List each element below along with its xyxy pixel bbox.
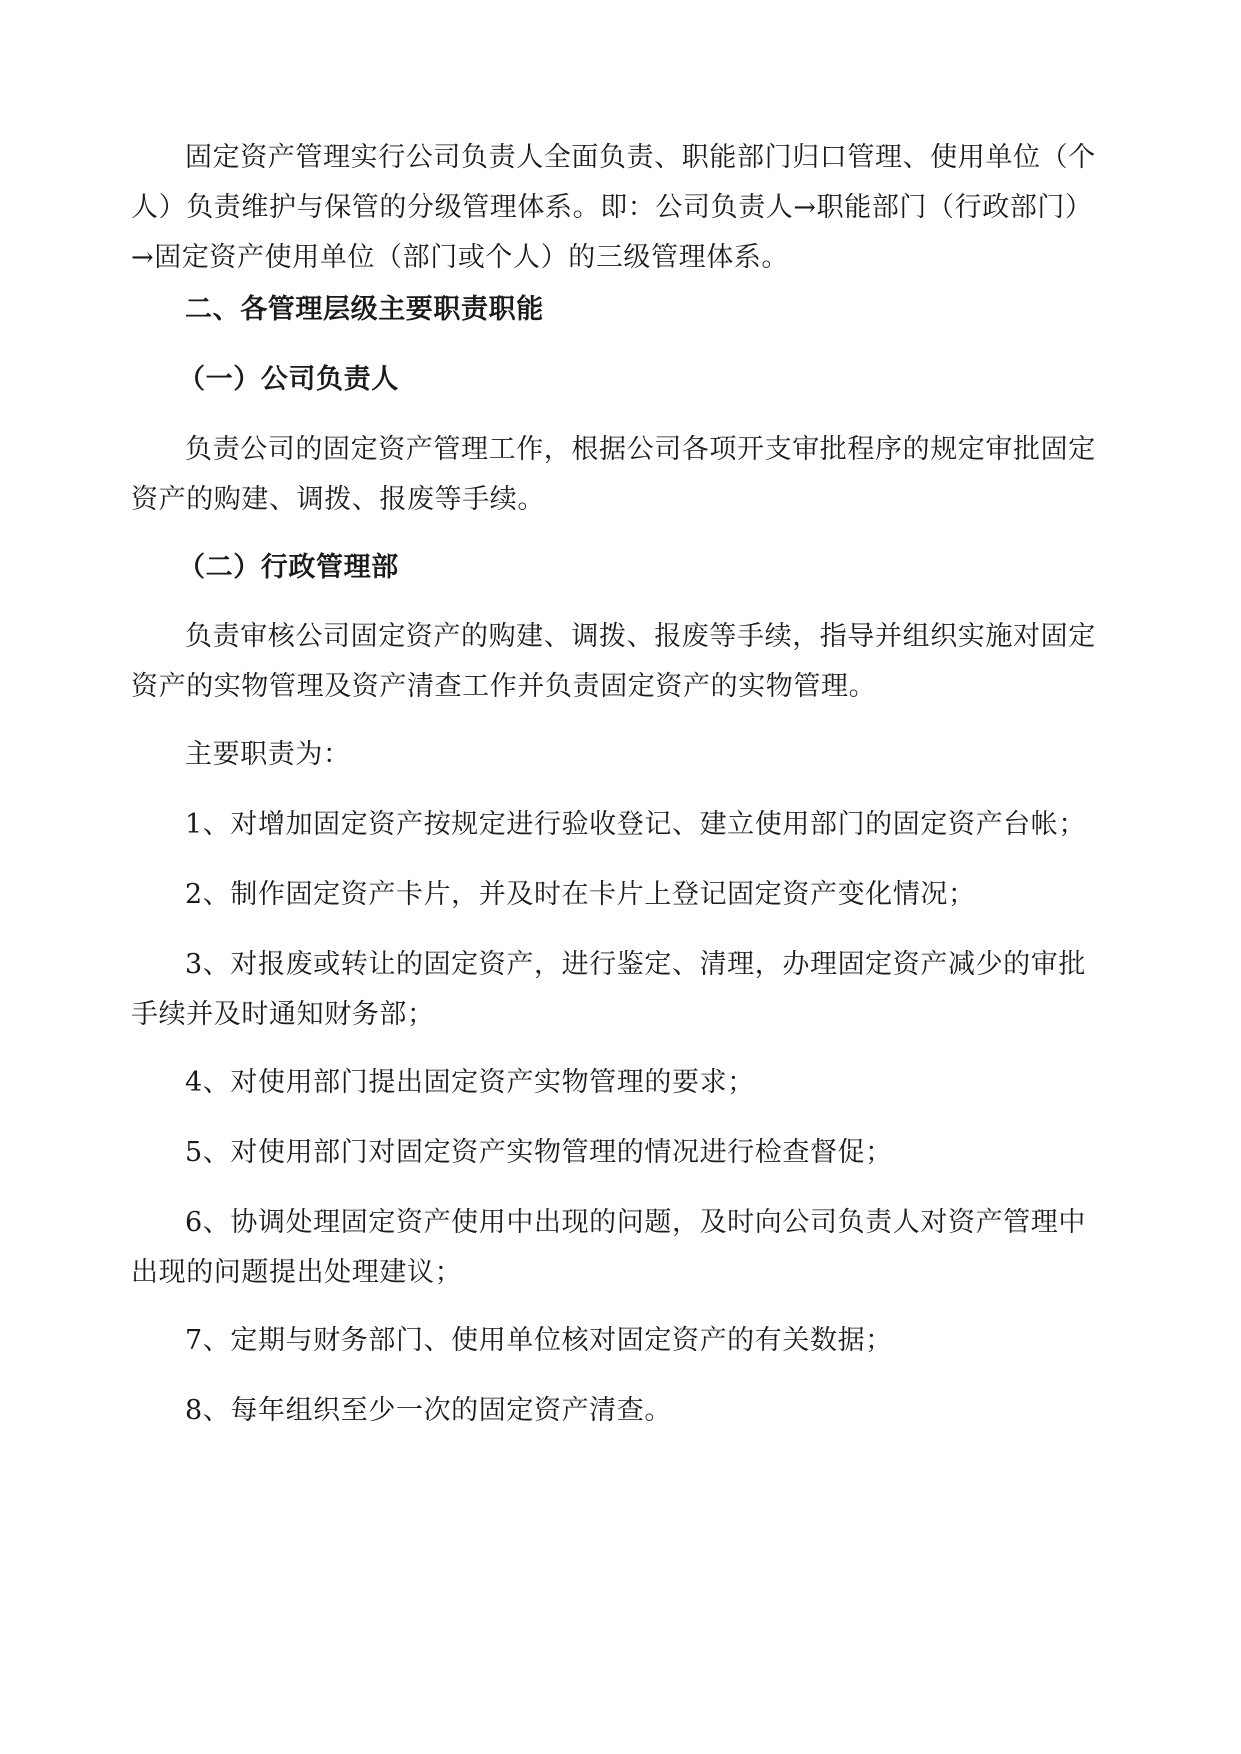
duties-label: 主要职责为：	[185, 739, 351, 770]
duty-item: 3、对报废或转让的固定资产，进行鉴定、清理，办理固定资产减少的审批手续并及时通知财务部；	[131, 949, 1086, 1030]
duty-item: 7、定期与财务部门、使用单位核对固定资产的有关数据；	[185, 1325, 893, 1356]
subsection-heading-2: （二）行政管理部	[178, 552, 399, 583]
subsection-heading-1: （一）公司负责人	[178, 364, 399, 395]
duty-item: 1、对增加固定资产按规定进行验收登记、建立使用部门的固定资产台帐；	[185, 809, 1086, 840]
section-heading: 二、各管理层级主要职责职能	[185, 294, 544, 325]
intro-paragraph: 固定资产管理实行公司负责人全面负责、职能部门归口管理、使用单位（个人）负责维护与保管的分级管理体系。即：公司负责人→职能部门（行政部门）→固定资产使用单位（部门或个人）的三级管理体系。	[131, 142, 1096, 273]
duty-item: 8、每年组织至少一次的固定资产清查。	[185, 1395, 672, 1426]
duty-item: 4、对使用部门提出固定资产实物管理的要求；	[185, 1067, 755, 1098]
subsection-2-paragraph: 负责审核公司固定资产的购建、调拨、报废等手续，指导并组织实施对固定资产的实物管理及资产清查工作并负责固定资产的实物管理。	[131, 621, 1096, 702]
duty-item: 2、制作固定资产卡片，并及时在卡片上登记固定资产变化情况；	[185, 879, 976, 910]
duty-item: 5、对使用部门对固定资产实物管理的情况进行检查督促；	[185, 1137, 893, 1168]
duty-item: 6、协调处理固定资产使用中出现的问题，及时向公司负责人对资产管理中出现的问题提出处理建议；	[131, 1207, 1086, 1288]
subsection-1-paragraph: 负责公司的固定资产管理工作，根据公司各项开支审批程序的规定审批固定资产的购建、调拨、报废等手续。	[131, 434, 1096, 515]
